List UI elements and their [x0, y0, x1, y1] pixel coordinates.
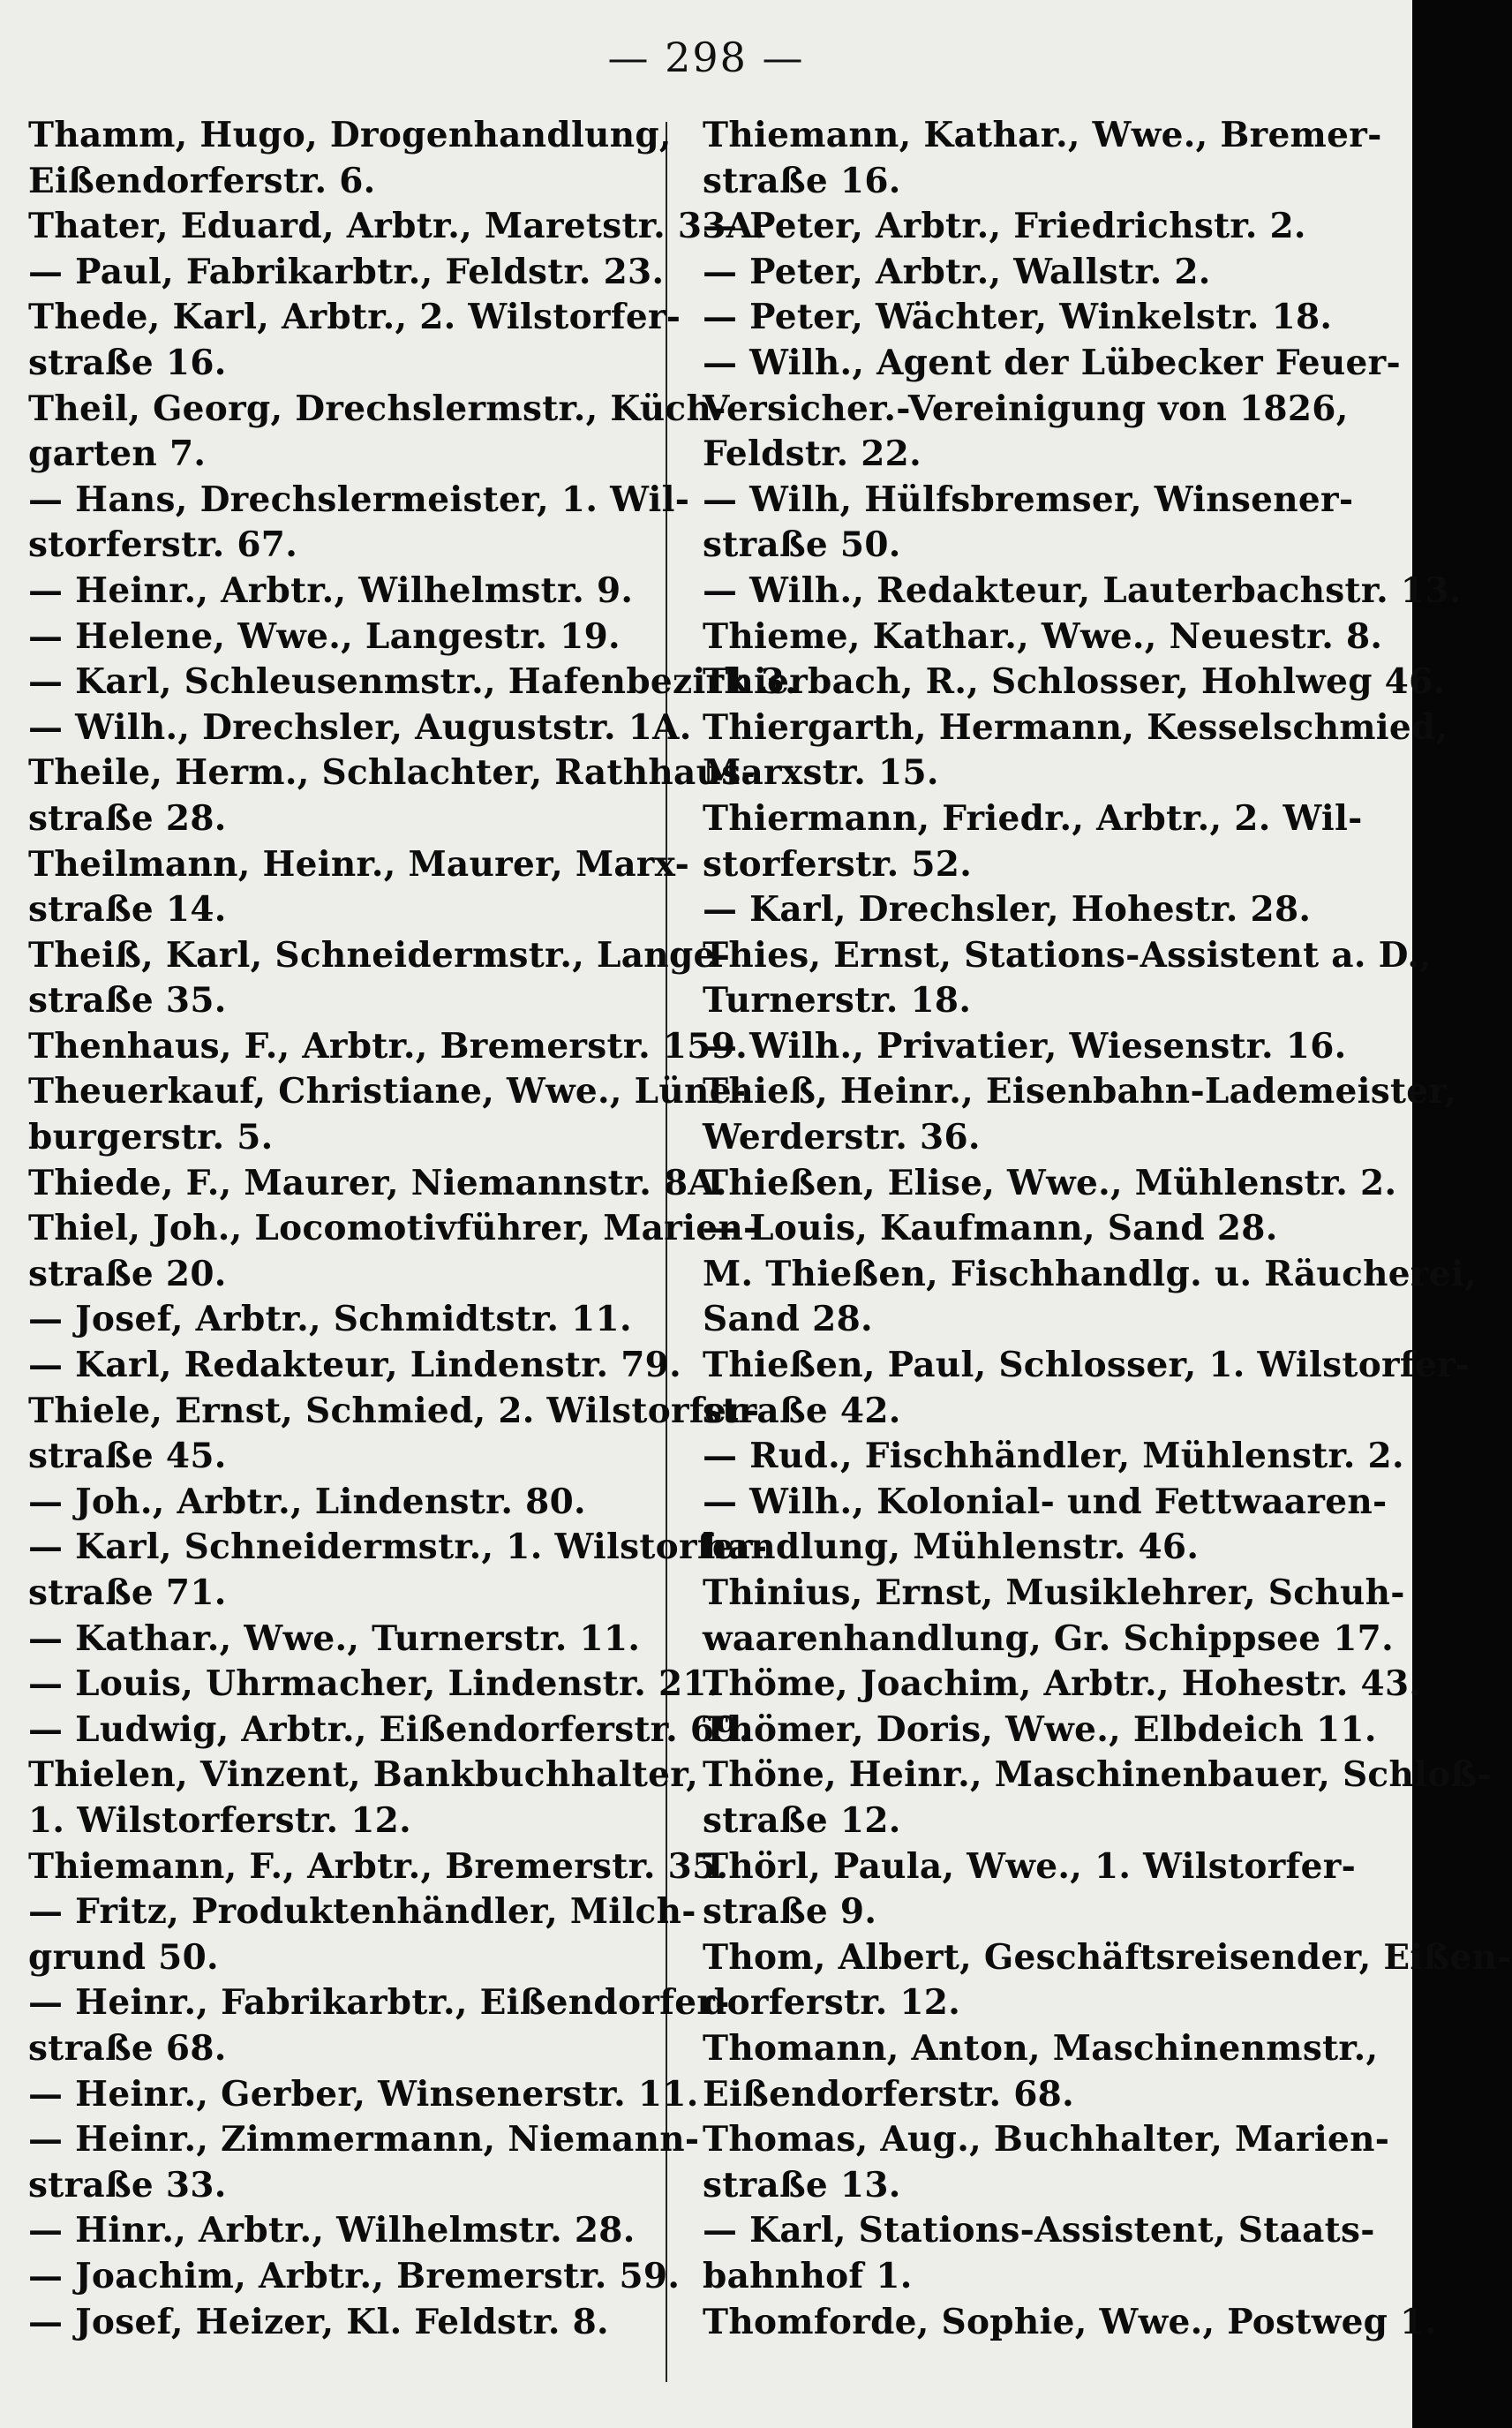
entry-continuation: straße 45.: [28, 1436, 227, 1477]
entry-line: — Joh., Arbtr., Lindenstr. 80.: [28, 1481, 586, 1522]
directory-entry: [703, 1708, 1382, 1753]
entry-line: Thieme, Kathar., Wwe., Neuestr. 8.: [703, 615, 1383, 657]
directory-entry: [703, 933, 1433, 1024]
entry-line: Thiede, F., Maurer, Niemannstr. 8A.: [28, 1162, 727, 1203]
directory-entry: [703, 2117, 1390, 2208]
entry-line: — Joachim, Arbtr., Bremerstr. 59.: [28, 2255, 681, 2296]
entry-line: Thiergarth, Hermann, Kesselschmied,: [703, 706, 1448, 748]
entry-line: Thiemann, Kathar., Wwe., Bremer-: [703, 115, 1382, 155]
entry-line: — Josef, Arbtr., Schmidtstr. 11.: [28, 1299, 632, 1340]
entry-continuation: straße 28.: [28, 797, 227, 839]
entry-line: Thiele, Ernst, Schmied, 2. Wilstorfer-: [28, 1390, 760, 1431]
entry-continuation: dorferstr. 12.: [703, 1982, 961, 2024]
directory-entry: [28, 1161, 727, 1207]
entry-continuation: straße 50.: [703, 524, 901, 566]
entry-continuation: straße 20.: [28, 1253, 227, 1294]
entry-line: Theil, Georg, Drechslermstr., Küch-: [28, 388, 726, 429]
directory-entry: [703, 615, 1382, 660]
entry-line: Thiermann, Friedr., Arbtr., 2. Wil-: [703, 797, 1363, 839]
directory-entry: [28, 1389, 760, 1480]
directory-entry: [703, 1571, 1405, 1662]
entry-line: Thieß, Heinr., Eisenbahn-Lademeister,: [703, 1071, 1457, 1112]
directory-entry: [28, 1480, 680, 1526]
directory-entry: [28, 1662, 719, 1708]
directory-entry: [28, 1889, 696, 1980]
entry-line: Thiemann, F., Arbtr., Bremerstr. 35.: [28, 1845, 729, 1887]
entry-continuation: straße 13.: [703, 2164, 901, 2206]
entry-line: Thater, Eduard, Arbtr., Maretstr. 33A.: [28, 206, 766, 247]
directory-entry: [28, 842, 690, 933]
directory-entry: [703, 1024, 1382, 1070]
directory-entry: [28, 113, 680, 204]
directory-entry: [703, 1434, 1404, 1480]
directory-entry: [703, 2300, 1437, 2346]
directory-entry: [703, 478, 1382, 569]
entry-line: — Heinr., Fabrikarbtr., Eißendorfer-: [28, 1982, 730, 2024]
entry-continuation: Marxstr. 15.: [703, 752, 939, 794]
directory-entry: [703, 250, 1382, 296]
directory-entry: [703, 796, 1382, 887]
entry-line: — Karl, Schleusenmstr., Hafenbezirk 3.: [28, 661, 797, 703]
entry-continuation: Sand 28.: [703, 1299, 873, 1340]
directory-entry: [28, 615, 680, 660]
entry-line: Thede, Karl, Arbtr., 2. Wilstorfer-: [28, 297, 681, 338]
directory-entry: [703, 1844, 1382, 1935]
directory-entry: [703, 2026, 1382, 2117]
entry-line: — Rud., Fischhändler, Mühlenstr. 2.: [703, 1436, 1404, 1477]
entry-line: — Ludwig, Arbtr., Eißendorferstr. 69.: [28, 1708, 751, 1750]
entry-continuation: Feldstr. 22.: [703, 434, 921, 475]
entry-continuation: storferstr. 52.: [703, 843, 973, 885]
entry-continuation: 1. Wilstorferstr. 12.: [28, 1799, 411, 1841]
directory-entry: [703, 1480, 1388, 1571]
entry-line: Thießen, Paul, Schlosser, 1. Wilstorfer-: [703, 1345, 1471, 1386]
entry-continuation: straße 68.: [28, 2027, 227, 2069]
entry-line: Thießen, Elise, Wwe., Mühlenstr. 2.: [703, 1162, 1397, 1203]
directory-entry: [28, 1206, 758, 1297]
entry-line: — Peter, Wächter, Winkelstr. 18.: [703, 297, 1333, 338]
directory-entry: [28, 2072, 699, 2118]
entry-line: Thierbach, R., Schlosser, Hohlweg 46.: [703, 661, 1446, 703]
directory-entry: [28, 1297, 680, 1343]
entry-line: — Peter, Arbtr., Friedrichstr. 2.: [703, 206, 1306, 247]
entry-continuation: handlung, Mühlenstr. 46.: [703, 1527, 1200, 1568]
directory-entry: [703, 1069, 1457, 1160]
entry-continuation: Turnerstr. 18.: [703, 980, 972, 1022]
directory-entry: [28, 1844, 729, 1890]
directory-entry: [703, 1252, 1477, 1343]
entry-continuation: Eißendorferstr. 6.: [28, 160, 376, 201]
directory-entry: [28, 705, 692, 751]
directory-entry: [28, 478, 690, 569]
directory-entry: [28, 1753, 699, 1844]
directory-entry: [28, 1069, 747, 1160]
directory-entry: [703, 705, 1448, 796]
directory-entry: [28, 204, 766, 250]
entry-line: — Heinr., Zimmermann, Niemann-: [28, 2119, 700, 2160]
entry-line: Thörl, Paula, Wwe., 1. Wilstorfer-: [703, 1845, 1357, 1887]
entry-line: — Helene, Wwe., Langestr. 19.: [28, 615, 621, 657]
entry-line: — Wilh., Agent der Lübecker Feuer-: [703, 342, 1401, 383]
entry-line: — Karl, Drechsler, Hohestr. 28.: [703, 889, 1312, 931]
entry-continuation: Versicher.-Vereinigung von 1826,: [703, 388, 1349, 429]
directory-entry: [703, 1206, 1382, 1252]
directory-entry: [28, 387, 726, 478]
directory-entry: [703, 113, 1382, 204]
entry-line: Thomann, Anton, Maschinenmstr.,: [703, 2027, 1379, 2069]
entry-line: — Wilh., Privatier, Wiesenstr. 16.: [703, 1025, 1347, 1067]
entry-line: Thom, Albert, Geschäftsreisender, Eißen-: [703, 1936, 1512, 1978]
page-number: — 298 —: [607, 34, 805, 81]
directory-entry: [703, 1935, 1512, 2026]
entry-line: — Paul, Fabrikarbtr., Feldstr. 23.: [28, 251, 665, 292]
right-column: [703, 113, 1512, 2345]
directory-entry: [28, 2300, 680, 2346]
directory-entry: [28, 1525, 768, 1616]
entry-continuation: straße 9.: [703, 1891, 877, 1933]
directory-entry: [28, 295, 680, 386]
entry-line: — Wilh., Redakteur, Lauterbachstr. 13.: [703, 569, 1462, 611]
entry-line: — Karl, Stations-Assistent, Staats-: [703, 2210, 1375, 2251]
directory-entry: [703, 1753, 1492, 1844]
entry-line: Thöne, Heinr., Maschinenbauer, Schloß-: [703, 1754, 1492, 1796]
entry-line: — Wilh., Kolonial- und Fettwaaren-: [703, 1481, 1388, 1522]
directory-entry: [28, 569, 680, 615]
entry-line: Thöme, Joachim, Arbtr., Hohestr. 43.: [703, 1663, 1422, 1705]
directory-entry: [28, 1024, 748, 1070]
directory-entry: [703, 204, 1382, 250]
directory-entry: [28, 660, 797, 705]
entry-line: — Heinr., Arbtr., Wilhelmstr. 9.: [28, 569, 634, 611]
entry-continuation: storferstr. 67.: [28, 524, 298, 566]
directory-entry: [28, 1980, 730, 2071]
directory-entry: [28, 750, 756, 841]
entry-line: — Kathar., Wwe., Turnerstr. 11.: [28, 1617, 641, 1659]
entry-continuation: grund 50.: [28, 1936, 219, 1978]
entry-continuation: straße 12.: [703, 1799, 901, 1841]
entry-continuation: straße 35.: [28, 980, 227, 1022]
entry-line: — Wilh., Drechsler, Auguststr. 1A.: [28, 706, 692, 748]
entry-line: — Wilh, Hülfsbremser, Winsener-: [703, 479, 1354, 520]
directory-entry: [28, 1708, 751, 1753]
entry-line: Thies, Ernst, Stations-Assistent a. D.,: [703, 934, 1433, 976]
directory-entry: [28, 1617, 680, 1663]
entry-line: Theuerkauf, Christiane, Wwe., Lüne-: [28, 1071, 747, 1112]
entry-line: Thamm, Hugo, Drogenhandlung,: [28, 115, 672, 155]
entry-line: Thenhaus, F., Arbtr., Bremerstr. 159.: [28, 1025, 748, 1067]
directory-entry: [28, 2117, 700, 2208]
entry-line: — Louis, Uhrmacher, Lindenstr. 21.: [28, 1663, 719, 1705]
directory-entry: [703, 341, 1401, 478]
entry-continuation: Werderstr. 36.: [703, 1117, 981, 1158]
directory-entry: [703, 1343, 1471, 1434]
entry-line: Theiß, Karl, Schneidermstr., Lange-: [28, 934, 731, 976]
directory-entry: [703, 569, 1462, 615]
entry-line: — Hans, Drechslermeister, 1. Wil-: [28, 479, 690, 520]
entry-line: — Karl, Schneidermstr., 1. Wilstorfer-: [28, 1527, 768, 1568]
directory-entry: [703, 1161, 1397, 1207]
directory-entry: [28, 1343, 680, 1389]
entry-line: — Karl, Redakteur, Lindenstr. 79.: [28, 1345, 681, 1386]
entry-line: Thomforde, Sophie, Wwe., Postweg 1.: [703, 2301, 1437, 2342]
entry-line: Thomas, Aug., Buchhalter, Marien-: [703, 2119, 1390, 2160]
directory-entry: [703, 295, 1382, 341]
entry-line: Thinius, Ernst, Musiklehrer, Schuh-: [703, 1572, 1405, 1613]
entry-line: — Heinr., Gerber, Winsenerstr. 11.: [28, 2073, 699, 2115]
entry-line: Thömer, Doris, Wwe., Elbdeich 11.: [703, 1708, 1377, 1750]
entry-line: Thiel, Joh., Locomotivführer, Marien-: [28, 1208, 758, 1249]
entry-line: Theile, Herm., Schlachter, Rathhaus-: [28, 752, 756, 794]
entry-line: Theilmann, Heinr., Maurer, Marx-: [28, 843, 690, 885]
entry-continuation: straße 71.: [28, 1572, 227, 1613]
entry-line: — Peter, Arbtr., Wallstr. 2.: [703, 251, 1211, 292]
directory-entry: [703, 660, 1446, 705]
entry-continuation: straße 33.: [28, 2164, 227, 2206]
entry-line: — Josef, Heizer, Kl. Feldstr. 8.: [28, 2301, 609, 2342]
entry-continuation: garten 7.: [28, 434, 207, 475]
directory-entry: [703, 1662, 1422, 1708]
directory-entry: [703, 887, 1382, 933]
entry-line: — Louis, Kaufmann, Sand 28.: [703, 1208, 1278, 1249]
entry-line: M. Thießen, Fischhandlg. u. Räucherei,: [703, 1253, 1477, 1294]
directory-entry: [28, 250, 680, 296]
entry-continuation: straße 16.: [28, 342, 227, 383]
entry-line: — Fritz, Produktenhändler, Milch-: [28, 1891, 696, 1933]
directory-entry: [28, 933, 731, 1024]
entry-continuation: burgerstr. 5.: [28, 1117, 274, 1158]
directory-entry: [703, 2208, 1382, 2299]
directory-entry: [28, 2208, 680, 2254]
entry-continuation: straße 16.: [703, 160, 901, 201]
entry-continuation: straße 14.: [28, 889, 227, 931]
entry-continuation: bahnhof 1.: [703, 2255, 913, 2296]
entry-line: Thielen, Vinzent, Bankbuchhalter,: [28, 1754, 699, 1796]
entry-line: — Hinr., Arbtr., Wilhelmstr. 28.: [28, 2210, 636, 2251]
directory-entry: [28, 2254, 680, 2300]
entry-continuation: Eißendorferstr. 68.: [703, 2073, 1074, 2115]
entry-continuation: straße 42.: [703, 1390, 901, 1431]
entry-continuation: waarenhandlung, Gr. Schippsee 17.: [703, 1617, 1394, 1659]
